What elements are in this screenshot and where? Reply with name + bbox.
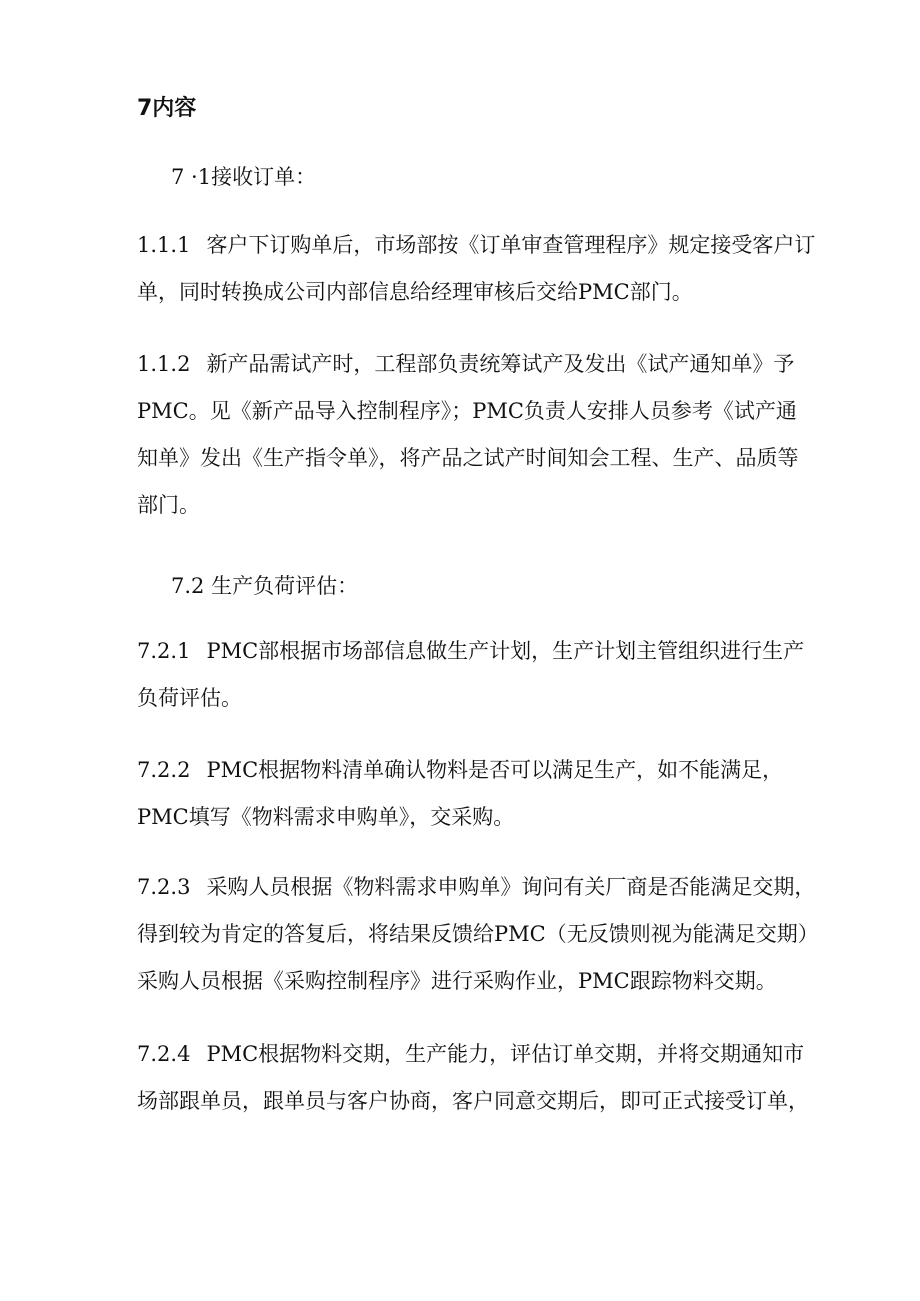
paragraph-line: 单，同时转换成公司内部信息给经理审核后交给PMC部门。 [137,280,693,304]
paragraph-line: PMC填写《物料需求申购单》，交采购。 [137,805,515,829]
paragraph-line: 知单》发出《生产指令单》，将产品之试产时间知会工程、生产、品质等 [137,446,799,470]
clause-text: 客户下订购单后，市场部按《订单审查管理程序》规定接受客户订 [206,233,816,257]
paragraph-line: 得到较为肯定的答复后，将结果反馈给PMC（无反馈则视为能满足交期） [137,922,819,946]
paragraph-1-1-1 [137,222,816,316]
paragraph-1-1-2 [137,341,797,529]
clause-text: 新产品需试产时，工程部负责统筹试产及发出《试产通知单》予 [206,352,795,376]
clause-text: PMC根据物料清单确认物料是否可以满足生产，如不能满足， [206,758,784,782]
subsection-title-load-assessment: 7.2 生产负荷评估： [171,574,359,598]
paragraph-line: 采购人员根据《采购控制程序》进行采购作业，PMC跟踪物料交期。 [137,969,777,993]
paragraph-line [137,628,805,675]
paragraph-7-2-2 [137,747,797,841]
paragraph-line: PMC。见《新产品导入控制程序》；PMC负责人安排人员参考《试产通 [137,399,797,423]
clause-number: 1.1.1 [137,233,191,257]
paragraph-line [137,341,797,388]
paragraph-line [137,747,797,794]
clause-text: PMC部根据市场部信息做生产计划，生产计划主管组织进行生产 [206,639,805,663]
paragraph-7-2-3 [137,864,819,1005]
paragraph-line [137,222,816,269]
paragraph-line: 负荷评估。 [137,686,242,710]
paragraph-line [137,864,816,911]
clause-number: 1.1.2 [137,352,191,376]
clause-number: 7.2.3 [137,875,191,899]
clause-text: PMC根据物料交期，生产能力，评估订单交期，并将交期通知市 [206,1042,805,1066]
clause-number: 7.2.4 [137,1042,191,1066]
clause-number: 7.2.2 [137,758,191,782]
paragraph-7-2-4 [137,1031,809,1125]
clause-number: 7.2.1 [137,639,191,663]
paragraph-line: 场部跟单员，跟单员与客户协商，客户同意交期后，即可正式接受订单， [137,1089,809,1113]
clause-text: 采购人员根据《物料需求申购单》询问有关厂商是否能满足交期， [206,875,816,899]
subsection-title-receive-order: 7 ·1接收订单： [171,165,317,189]
paragraph-7-2-1 [137,628,805,722]
paragraph-line [137,1031,805,1078]
section-heading: 7内容 [137,96,197,121]
paragraph-line: 部门。 [137,493,200,517]
